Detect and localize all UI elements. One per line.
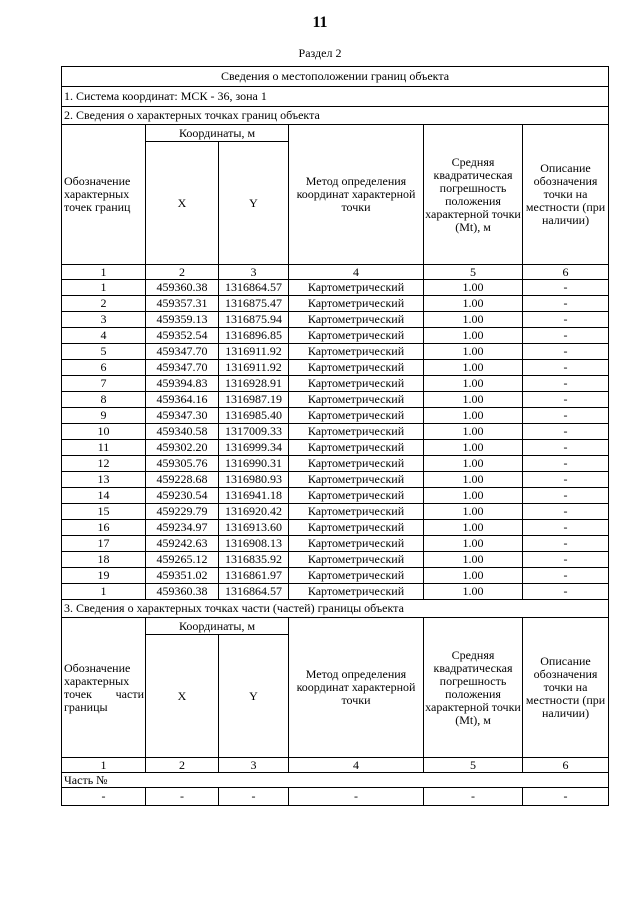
method: Картометрический	[289, 296, 424, 312]
header-method: Метод определения координат характерной точки	[289, 125, 424, 265]
table-row	[62, 328, 609, 344]
header-x: X	[146, 142, 219, 265]
mt-error: 1.00	[424, 408, 523, 424]
page-number: 11	[312, 14, 328, 31]
coord-y: 1316990.31	[219, 456, 289, 472]
point-number: 19	[62, 568, 146, 584]
coord-y: 1316908.13	[219, 536, 289, 552]
coord-x: 459352.54	[146, 328, 219, 344]
method: Картометрический	[289, 344, 424, 360]
coord-x: 459347.30	[146, 408, 219, 424]
table-title: Сведения о местоположении границ объекта	[62, 67, 609, 87]
col-num: 4	[289, 758, 424, 773]
point-number: 15	[62, 504, 146, 520]
point-number: 11	[62, 440, 146, 456]
table-row	[62, 296, 609, 312]
part-cell: -	[289, 788, 424, 806]
mt-error: 1.00	[424, 312, 523, 328]
description: -	[523, 408, 609, 424]
table-row	[62, 376, 609, 392]
description: -	[523, 392, 609, 408]
coord-x: 459347.70	[146, 344, 219, 360]
description: -	[523, 424, 609, 440]
col-num: 6	[523, 265, 609, 280]
description: -	[523, 360, 609, 376]
header-designation-part: Обозначение характерных точек части границы	[62, 618, 146, 758]
point-number: 2	[62, 296, 146, 312]
mt-error: 1.00	[424, 360, 523, 376]
coord-y: 1316980.93	[219, 472, 289, 488]
point-number: 3	[62, 312, 146, 328]
mt-error: 1.00	[424, 520, 523, 536]
table-row	[62, 360, 609, 376]
coord-x: 459357.31	[146, 296, 219, 312]
method: Картометрический	[289, 280, 424, 296]
mt-error: 1.00	[424, 440, 523, 456]
col-num: 5	[424, 758, 523, 773]
point-number: 7	[62, 376, 146, 392]
description: -	[523, 456, 609, 472]
description: -	[523, 552, 609, 568]
description: -	[523, 312, 609, 328]
coord-y: 1316875.94	[219, 312, 289, 328]
header-y: Y	[219, 142, 289, 265]
table-row	[62, 456, 609, 472]
table-row	[62, 552, 609, 568]
table-row	[62, 344, 609, 360]
header-method: Метод определения координат характерной точки	[289, 618, 424, 758]
section-label: Раздел 2	[298, 46, 342, 60]
part-cell: -	[523, 788, 609, 806]
part-row	[62, 788, 609, 806]
col-num: 5	[424, 265, 523, 280]
col-num: 1	[62, 758, 146, 773]
coord-system: 1. Система координат: МСК - 36, зона 1	[62, 87, 609, 107]
table-row	[62, 520, 609, 536]
method: Картометрический	[289, 440, 424, 456]
mt-error: 1.00	[424, 488, 523, 504]
table-row	[62, 392, 609, 408]
part-cell: -	[146, 788, 219, 806]
mt-error: 1.00	[424, 584, 523, 600]
point-number: 16	[62, 520, 146, 536]
coord-y: 1316864.57	[219, 584, 289, 600]
coord-y: 1316835.92	[219, 552, 289, 568]
point-number: 8	[62, 392, 146, 408]
description: -	[523, 504, 609, 520]
method: Картометрический	[289, 408, 424, 424]
mt-error: 1.00	[424, 424, 523, 440]
column-numbers-row	[62, 265, 609, 280]
point-number: 14	[62, 488, 146, 504]
mt-error: 1.00	[424, 392, 523, 408]
mt-error: 1.00	[424, 456, 523, 472]
table-row	[62, 536, 609, 552]
description: -	[523, 344, 609, 360]
coord-x: 459305.76	[146, 456, 219, 472]
method: Картометрический	[289, 536, 424, 552]
method: Картометрический	[289, 424, 424, 440]
header-coordinates: Координаты, м	[146, 125, 289, 142]
coord-y: 1316875.47	[219, 296, 289, 312]
description: -	[523, 296, 609, 312]
coord-x: 459351.02	[146, 568, 219, 584]
mt-error: 1.00	[424, 536, 523, 552]
coord-x: 459234.97	[146, 520, 219, 536]
method: Картометрический	[289, 392, 424, 408]
description: -	[523, 488, 609, 504]
header-error: Средняя квадратическая погрешность положения характерной точки (Mt), м	[424, 618, 523, 758]
col-num: 2	[146, 758, 219, 773]
part-cell: -	[219, 788, 289, 806]
table-row	[62, 312, 609, 328]
method: Картометрический	[289, 472, 424, 488]
point-number: 4	[62, 328, 146, 344]
table-row	[62, 440, 609, 456]
col-num: 4	[289, 265, 424, 280]
header-x: X	[146, 635, 219, 758]
coord-y: 1316941.18	[219, 488, 289, 504]
coord-x: 459229.79	[146, 504, 219, 520]
table-row	[62, 424, 609, 440]
description: -	[523, 536, 609, 552]
point-number: 17	[62, 536, 146, 552]
coord-y: 1316913.60	[219, 520, 289, 536]
method: Картометрический	[289, 568, 424, 584]
description: -	[523, 520, 609, 536]
col-num: 2	[146, 265, 219, 280]
coord-y: 1316911.92	[219, 344, 289, 360]
method: Картометрический	[289, 504, 424, 520]
coord-x: 459360.38	[146, 584, 219, 600]
table-row	[62, 408, 609, 424]
coord-y: 1316911.92	[219, 360, 289, 376]
description: -	[523, 280, 609, 296]
point-number: 6	[62, 360, 146, 376]
col-num: 1	[62, 265, 146, 280]
point-number: 5	[62, 344, 146, 360]
method: Картометрический	[289, 488, 424, 504]
coord-x: 459394.83	[146, 376, 219, 392]
mt-error: 1.00	[424, 568, 523, 584]
point-number: 18	[62, 552, 146, 568]
point-number: 1	[62, 584, 146, 600]
col-num: 6	[523, 758, 609, 773]
table-row	[62, 568, 609, 584]
section2-title: 2. Сведения о характерных точках границ объекта	[62, 107, 609, 125]
col-num: 3	[219, 265, 289, 280]
method: Картометрический	[289, 360, 424, 376]
coord-x: 459359.13	[146, 312, 219, 328]
coord-y: 1316864.57	[219, 280, 289, 296]
point-number: 12	[62, 456, 146, 472]
coord-y: 1316999.34	[219, 440, 289, 456]
description: -	[523, 440, 609, 456]
header-y: Y	[219, 635, 289, 758]
coord-x: 459230.54	[146, 488, 219, 504]
col-num: 3	[219, 758, 289, 773]
mt-error: 1.00	[424, 376, 523, 392]
description: -	[523, 568, 609, 584]
coord-x: 459228.68	[146, 472, 219, 488]
coord-x: 459360.38	[146, 280, 219, 296]
method: Картометрический	[289, 552, 424, 568]
point-number: 10	[62, 424, 146, 440]
coord-x: 459302.20	[146, 440, 219, 456]
method: Картометрический	[289, 376, 424, 392]
header-description: Описание обозначения точки на местности (при наличии)	[523, 125, 609, 265]
description: -	[523, 376, 609, 392]
point-number: 9	[62, 408, 146, 424]
coord-y: 1317009.33	[219, 424, 289, 440]
method: Картометрический	[289, 456, 424, 472]
table-row	[62, 280, 609, 296]
header-description: Описание обозначения точки на местности (при наличии)	[523, 618, 609, 758]
mt-error: 1.00	[424, 504, 523, 520]
table-row	[62, 504, 609, 520]
method: Картометрический	[289, 328, 424, 344]
description: -	[523, 472, 609, 488]
coord-x: 459265.12	[146, 552, 219, 568]
column-numbers-row	[62, 758, 609, 773]
coord-y: 1316861.97	[219, 568, 289, 584]
coord-y: 1316896.85	[219, 328, 289, 344]
table-row	[62, 488, 609, 504]
part-cell: -	[424, 788, 523, 806]
coord-x: 459242.63	[146, 536, 219, 552]
header-designation: Обозначение характерных точек границ	[62, 125, 146, 265]
mt-error: 1.00	[424, 328, 523, 344]
method: Картометрический	[289, 584, 424, 600]
mt-error: 1.00	[424, 472, 523, 488]
method: Картометрический	[289, 520, 424, 536]
coord-x: 459340.58	[146, 424, 219, 440]
table-row	[62, 584, 609, 600]
point-number: 13	[62, 472, 146, 488]
description: -	[523, 328, 609, 344]
description: -	[523, 584, 609, 600]
part-cell: -	[62, 788, 146, 806]
coord-y: 1316985.40	[219, 408, 289, 424]
coord-y: 1316928.91	[219, 376, 289, 392]
boundary-table	[61, 66, 609, 806]
method: Картометрический	[289, 312, 424, 328]
mt-error: 1.00	[424, 280, 523, 296]
mt-error: 1.00	[424, 344, 523, 360]
coord-y: 1316987.19	[219, 392, 289, 408]
coord-y: 1316920.42	[219, 504, 289, 520]
mt-error: 1.00	[424, 552, 523, 568]
coord-x: 459364.16	[146, 392, 219, 408]
table-row	[62, 472, 609, 488]
section3-title: 3. Сведения о характерных точках части (частей) границы объекта	[62, 600, 609, 618]
point-number: 1	[62, 280, 146, 296]
part-label: Часть №	[62, 773, 609, 788]
header-error: Средняя квадратическая погрешность положения характерной точки (Mt), м	[424, 125, 523, 265]
mt-error: 1.00	[424, 296, 523, 312]
header-coordinates: Координаты, м	[146, 618, 289, 635]
coord-x: 459347.70	[146, 360, 219, 376]
